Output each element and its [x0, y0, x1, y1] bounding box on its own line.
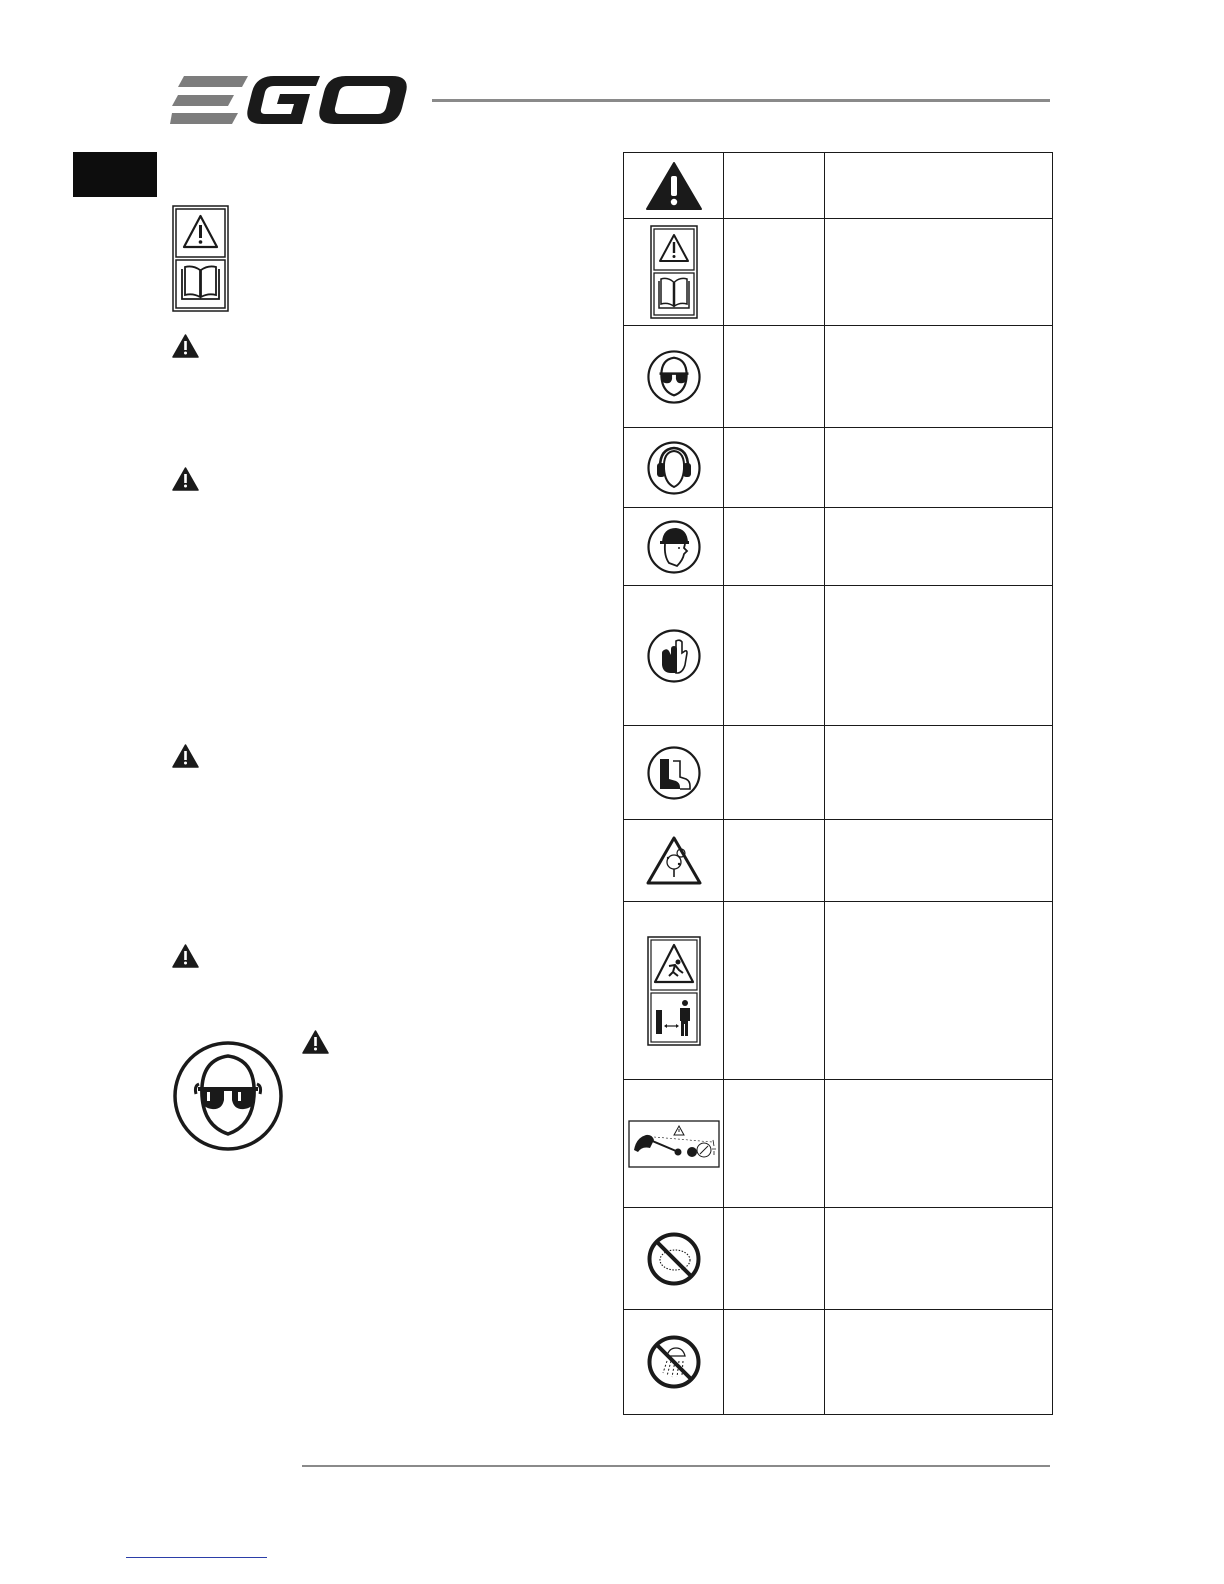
symbol-description-cell: [825, 428, 1053, 508]
table-row: [624, 1208, 1053, 1310]
warning-triangle-icon: [172, 744, 199, 768]
table-row: [624, 326, 1053, 428]
symbol-description-cell: [825, 1208, 1053, 1310]
symbol-description-cell: [825, 902, 1053, 1080]
header-rule: [432, 99, 1050, 102]
symbol-name-cell: [724, 1310, 825, 1415]
symbol-cell: [624, 1080, 724, 1208]
symbol-name-cell: [724, 428, 825, 508]
symbol-description-cell: [825, 820, 1053, 902]
warning-triangle-icon: [172, 944, 199, 968]
symbol-name-cell: [724, 508, 825, 586]
symbol-description-cell: [825, 1310, 1053, 1415]
table-row: [624, 820, 1053, 902]
keep-bystanders-away-icon: [624, 936, 723, 1046]
symbol-cell: [624, 902, 724, 1080]
symbol-name-cell: [724, 1208, 825, 1310]
symbol-name-cell: [724, 820, 825, 902]
symbol-name-cell: [724, 219, 825, 326]
symbol-cell: [624, 428, 724, 508]
table-row: [624, 1310, 1053, 1415]
symbol-description-cell: [825, 508, 1053, 586]
table-row: [624, 902, 1053, 1080]
symbol-cell: [624, 1310, 724, 1415]
eye-protection-icon: [624, 350, 723, 404]
table-row: [624, 586, 1053, 726]
symbol-description-cell: [825, 1080, 1053, 1208]
footer-rule: [302, 1465, 1050, 1467]
symbol-cell: [624, 726, 724, 820]
language-tab: [73, 152, 157, 197]
trimmer-distance-icon: [624, 1120, 723, 1168]
gloves-icon: [624, 629, 723, 683]
table-row: [624, 726, 1053, 820]
symbol-name-cell: [724, 726, 825, 820]
eye-protection-icon: [172, 1040, 284, 1152]
symbol-cell: [624, 326, 724, 428]
table-row: [624, 219, 1053, 326]
symbol-cell: [624, 1208, 724, 1310]
warning-triangle-icon: [302, 1030, 329, 1054]
symbol-cell: [624, 508, 724, 586]
symbol-description-cell: [825, 153, 1053, 219]
warning-read-manual-label-icon: [172, 205, 229, 312]
read-manual-icon: [624, 225, 723, 319]
warning-triangle-icon: [172, 334, 199, 358]
symbol-name-cell: [724, 153, 825, 219]
symbol-cell: [624, 153, 724, 219]
footer-link-underline[interactable]: [126, 1557, 267, 1558]
symbol-name-cell: [724, 902, 825, 1080]
symbol-cell: [624, 820, 724, 902]
symbol-table: [623, 152, 1053, 1415]
symbol-name-cell: [724, 1080, 825, 1208]
table-row: [624, 428, 1053, 508]
symbol-description-cell: [825, 726, 1053, 820]
symbol-name-cell: [724, 326, 825, 428]
symbol-description-cell: [825, 586, 1053, 726]
head-protection-icon: [624, 520, 723, 574]
table-row: [624, 508, 1053, 586]
boots-icon: [624, 746, 723, 800]
symbol-name-cell: [724, 586, 825, 726]
symbol-cell: [624, 586, 724, 726]
symbol-description-cell: [825, 326, 1053, 428]
symbol-cell: [624, 219, 724, 326]
ego-logo: [170, 72, 410, 128]
no-rain-icon: [624, 1335, 723, 1389]
no-metal-blade-icon: [624, 1232, 723, 1286]
safety-alert-icon: [624, 161, 723, 211]
thrown-objects-icon: [624, 836, 723, 886]
warning-triangle-icon: [172, 467, 199, 491]
table-row: [624, 153, 1053, 219]
table-row: [624, 1080, 1053, 1208]
symbol-description-cell: [825, 219, 1053, 326]
ear-protection-icon: [624, 441, 723, 495]
